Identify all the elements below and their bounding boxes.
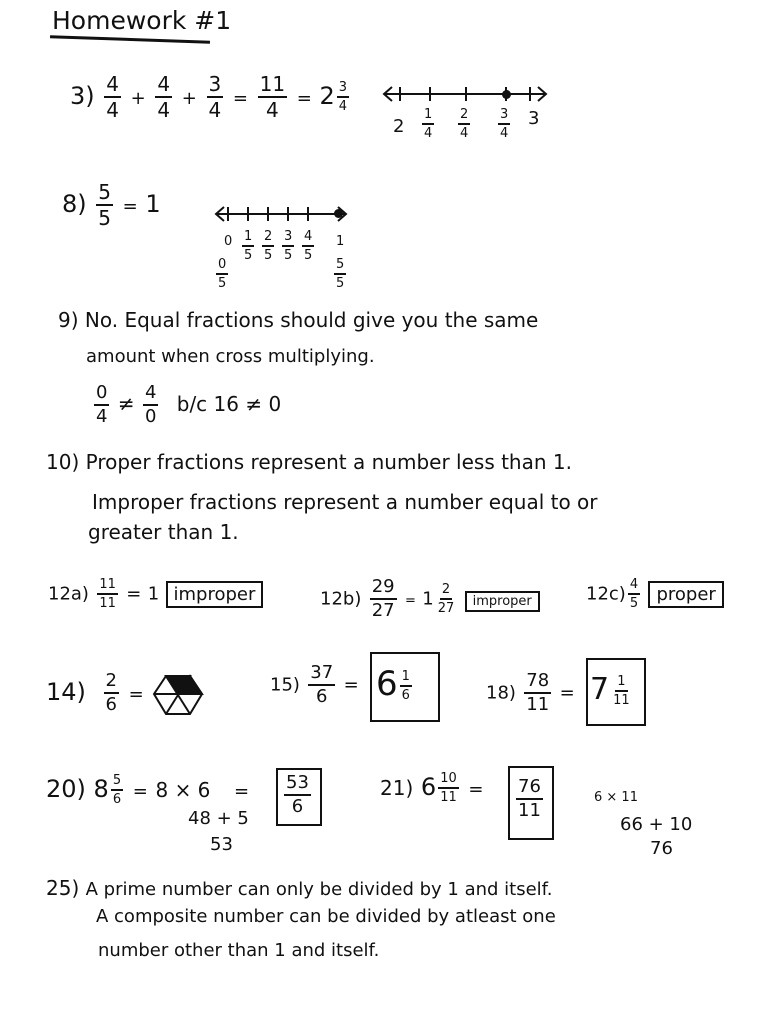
equals-sign: = xyxy=(296,88,312,109)
denominator: 5 xyxy=(264,248,273,263)
mixed-whole: 1 xyxy=(422,588,434,610)
problem-18 xyxy=(486,672,575,714)
fraction xyxy=(104,74,121,120)
denominator: 6 xyxy=(291,796,304,817)
numerator: 1 xyxy=(422,108,434,125)
numerator: 5 xyxy=(98,180,112,204)
result-value: 1 xyxy=(147,583,160,605)
boxed-answer xyxy=(590,672,634,707)
numerator: 3 xyxy=(208,72,222,96)
problem-8 xyxy=(62,182,161,228)
equals-sign: = xyxy=(132,781,148,802)
denominator: 27 xyxy=(371,600,395,621)
page-title: Homework #1 xyxy=(52,6,232,35)
numerator: 10 xyxy=(438,772,459,789)
numerator: 4 xyxy=(157,72,171,96)
fraction xyxy=(216,258,228,290)
numerator: 78 xyxy=(524,672,551,694)
text-line: Proper fractions represent a number less than 1. xyxy=(85,450,572,474)
mixed-whole: 2 xyxy=(319,82,335,110)
numerator: 5 xyxy=(111,774,123,791)
fraction xyxy=(97,578,118,610)
fraction xyxy=(111,774,123,806)
numerator: 4 xyxy=(302,230,314,247)
equals-sign: = xyxy=(343,674,359,696)
plus-sign: + xyxy=(181,88,197,109)
not-equal-sign: ≠ xyxy=(117,391,135,416)
fraction xyxy=(611,675,632,707)
fraction xyxy=(104,672,119,714)
equals-sign: = xyxy=(468,779,484,800)
equals-sign: = xyxy=(126,583,142,605)
problem-label: 12b) xyxy=(320,588,362,610)
numerator: 53 xyxy=(284,774,311,796)
title-underline xyxy=(50,35,210,44)
numerator: 11 xyxy=(259,72,286,96)
work-step: 8 × 6 xyxy=(155,778,211,802)
problem-21 xyxy=(380,772,483,804)
problem-12b xyxy=(320,578,540,620)
problem-label: 12a) xyxy=(48,583,89,605)
result-value: 1 xyxy=(145,190,161,218)
numerator: 76 xyxy=(516,778,543,800)
fraction xyxy=(337,81,349,113)
denominator: 5 xyxy=(629,596,639,611)
denominator: 5 xyxy=(304,248,313,263)
number-line-label: 0 xyxy=(224,234,233,249)
number-line-label: 1 xyxy=(336,234,345,249)
answer-box: improper xyxy=(465,591,540,612)
fraction xyxy=(334,258,346,290)
fraction xyxy=(282,230,294,262)
problem-20 xyxy=(46,774,249,806)
problem-14 xyxy=(46,672,144,714)
answer-box: improper xyxy=(166,581,264,608)
problem-label: 9) xyxy=(58,308,79,332)
text-line: A composite number can be divided by atleast one xyxy=(96,906,556,927)
fraction xyxy=(94,384,109,426)
numerator: 4 xyxy=(106,72,120,96)
fraction xyxy=(302,230,314,262)
numerator: 2 xyxy=(458,108,470,125)
mixed-whole: 6 xyxy=(420,773,437,801)
numerator: 1 xyxy=(615,675,627,692)
numerator: 4 xyxy=(143,384,158,406)
numerator: 3 xyxy=(337,81,349,98)
numerator: 0 xyxy=(216,258,228,275)
hexagon-fraction-model xyxy=(150,670,206,720)
numerator: 5 xyxy=(334,258,346,275)
numerator: 37 xyxy=(308,664,335,686)
problem-label: 8) xyxy=(62,190,87,218)
number-line-tick-label xyxy=(240,230,256,262)
work-step: 66 + 10 xyxy=(620,814,693,835)
fraction xyxy=(242,230,254,262)
equals-sign: = xyxy=(128,684,144,705)
denominator: 11 xyxy=(99,596,116,611)
problem-label: 25) xyxy=(46,876,80,900)
number-line-point xyxy=(502,90,511,99)
denominator: 5 xyxy=(284,248,293,263)
fraction xyxy=(155,74,172,120)
denominator: 11 xyxy=(518,800,541,821)
fraction xyxy=(422,108,434,140)
numerator: 3 xyxy=(282,230,294,247)
fraction xyxy=(96,182,113,228)
fraction xyxy=(516,778,543,820)
numerator: 0 xyxy=(94,384,109,406)
work-step: 6 × 11 xyxy=(594,790,638,805)
plus-sign: + xyxy=(130,88,146,109)
problem-label: 14) xyxy=(46,678,86,706)
denominator: 5 xyxy=(218,276,227,291)
fraction xyxy=(436,583,457,615)
numerator: 2 xyxy=(262,230,274,247)
number-line-tick-label xyxy=(300,230,316,262)
problem-label: 20) xyxy=(46,775,86,803)
numerator: 4 xyxy=(628,578,640,595)
text-line: No. Equal fractions should give you the same xyxy=(84,308,539,332)
problem-25 xyxy=(46,876,552,900)
text-line: amount when cross multiplying. xyxy=(86,346,375,367)
denominator: 4 xyxy=(424,126,433,141)
problem-12a xyxy=(48,578,263,610)
denominator: 4 xyxy=(265,98,279,122)
problem-label: 3) xyxy=(70,82,95,110)
denominator: 11 xyxy=(613,692,630,708)
equals-sign: = xyxy=(234,781,250,802)
denominator: 6 xyxy=(105,694,117,715)
text-line: Improper fractions represent a number equal to or xyxy=(92,490,598,514)
denominator: 11 xyxy=(440,790,457,805)
number-line-tick-label xyxy=(420,108,436,140)
work-step: 48 + 5 xyxy=(188,808,249,829)
denominator: 6 xyxy=(316,686,328,707)
equals-sign: = xyxy=(232,88,248,109)
number-line-point xyxy=(334,209,343,218)
fraction xyxy=(438,772,459,804)
fraction xyxy=(207,74,224,120)
equals-sign: = xyxy=(404,593,416,609)
denominator: 5 xyxy=(336,276,345,291)
denominator: 4 xyxy=(96,406,108,427)
mixed-whole: 7 xyxy=(590,672,610,707)
numerator: 3 xyxy=(498,108,510,125)
numerator: 2 xyxy=(104,672,119,694)
fraction xyxy=(143,384,158,426)
fraction xyxy=(284,774,311,816)
problem-9 xyxy=(58,308,538,332)
fraction xyxy=(370,578,397,620)
number-line-label: 3 xyxy=(528,108,540,129)
problem-12c xyxy=(586,578,724,610)
denominator: 4 xyxy=(106,98,120,122)
cross-multiply-example xyxy=(92,384,281,426)
problem-label: 18) xyxy=(486,682,516,704)
denominator: 4 xyxy=(460,126,469,141)
denominator: 0 xyxy=(144,406,157,427)
problem-label: 15) xyxy=(270,674,300,696)
equals-sign: = xyxy=(122,196,138,217)
number-line-tick-label xyxy=(260,230,276,262)
numerator: 11 xyxy=(97,578,118,595)
work-step: 53 xyxy=(210,834,233,855)
denominator: 27 xyxy=(437,601,455,616)
boxed-answer xyxy=(514,778,545,820)
denominator: 6 xyxy=(401,687,410,703)
denominator: 4 xyxy=(157,98,171,122)
boxed-answer xyxy=(376,664,414,704)
denominator: 11 xyxy=(526,694,550,715)
mixed-whole: 8 xyxy=(93,775,109,803)
denominator: 4 xyxy=(338,99,347,114)
problem-10 xyxy=(46,450,572,474)
number-line-3 xyxy=(380,84,550,104)
number-line-label: 2 xyxy=(393,116,405,137)
problem-15 xyxy=(270,664,359,706)
number-line-tick-label xyxy=(456,108,472,140)
numerator: 1 xyxy=(242,230,254,247)
denominator: 5 xyxy=(98,206,112,230)
answer-box: proper xyxy=(648,581,723,608)
fraction xyxy=(458,108,470,140)
denominator: 6 xyxy=(112,792,122,807)
boxed-answer xyxy=(282,774,313,816)
text-line: A prime number can only be divided by 1 and itself. xyxy=(85,879,553,900)
mixed-whole: 6 xyxy=(376,664,398,704)
number-line-label xyxy=(332,258,348,290)
equals-sign: = xyxy=(559,682,575,704)
fraction xyxy=(498,108,510,140)
text-line: greater than 1. xyxy=(88,520,239,544)
fraction xyxy=(262,230,274,262)
number-line-tick-label xyxy=(280,230,296,262)
number-line-tick-label xyxy=(496,108,512,140)
work-step: 76 xyxy=(650,838,673,859)
fraction xyxy=(308,664,335,706)
explanation: b/c 16 ≠ 0 xyxy=(176,391,282,416)
number-line-8 xyxy=(212,204,352,224)
number-line-label xyxy=(214,258,230,290)
problem-label: 12c) xyxy=(586,583,626,605)
problem-label: 21) xyxy=(380,776,414,800)
problem-3 xyxy=(70,74,351,120)
denominator: 4 xyxy=(500,126,509,141)
numerator: 29 xyxy=(370,578,397,600)
numerator: 1 xyxy=(400,670,412,687)
denominator: 5 xyxy=(244,248,253,263)
problem-label: 10) xyxy=(46,450,80,474)
text-line: number other than 1 and itself. xyxy=(98,940,380,961)
fraction xyxy=(400,670,412,702)
numerator: 2 xyxy=(440,583,452,600)
fraction xyxy=(524,672,551,714)
denominator: 4 xyxy=(208,98,222,122)
fraction xyxy=(628,578,640,610)
fraction xyxy=(258,74,287,120)
